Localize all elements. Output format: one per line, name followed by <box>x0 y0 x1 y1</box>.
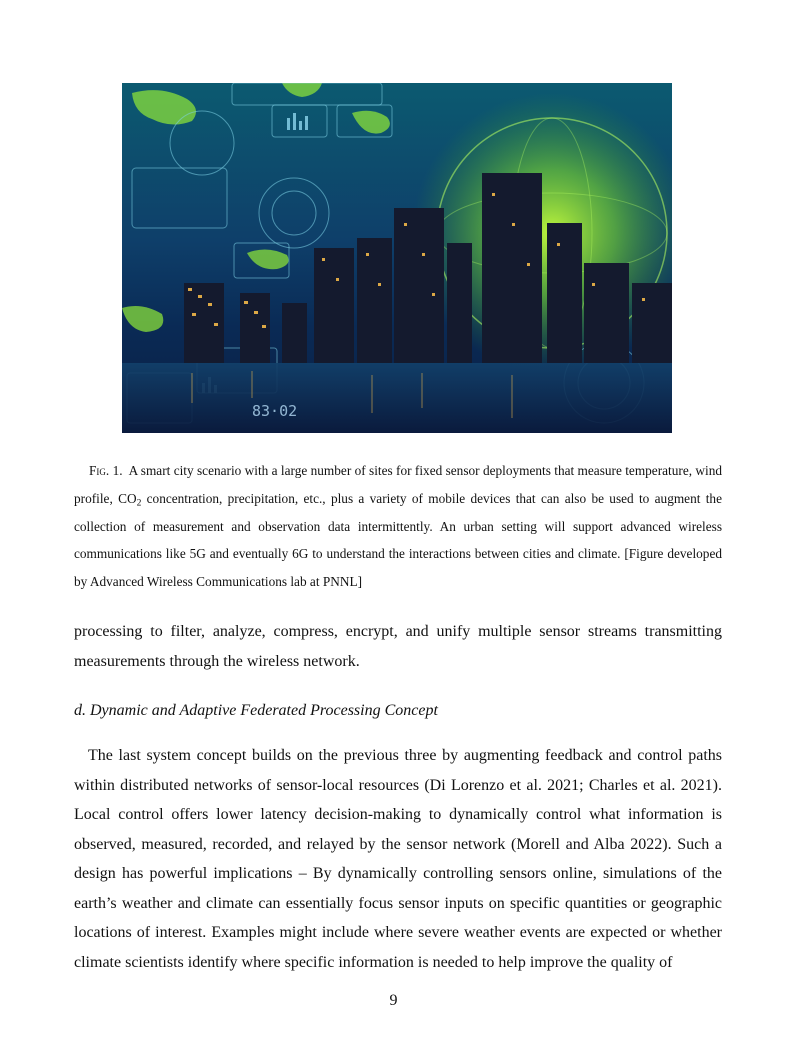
paragraph-federated-processing: The last system concept builds on the previous three by augmenting feedback and control paths within distributed networks of sensor-local resources (Di Lorenzo et al. 2021; Charles et al. 2021). Local control offers lower latency decision-making to dynamically control what information is observed, measured, recorded, and relayed by the sensor network (Morell and Alba 2022). Such a design has powerful implications – By dynamically controlling sensors online, simulations of the earth’s weather and climate can essentially focus sensor inputs on specific quantities or geographic locations of interest. Examples might include where severe weather events are expected or whether climate scientists identify where specific information is needed to help improve the quality of <box>74 747 722 971</box>
smart-city-illustration <box>122 83 672 433</box>
caption-subscript: 2 <box>136 497 142 509</box>
paragraph-continuation: processing to filter, analyze, compress, encrypt, and unify multiple sensor streams transmitting measurements through the wireless network. <box>74 623 722 670</box>
figure-caption <box>74 457 722 596</box>
page-number: 9 <box>389 992 398 1009</box>
waterfront <box>122 363 672 433</box>
section-heading: d. Dynamic and Adaptive Federated Processing Concept <box>74 702 438 719</box>
caption-text-before: A smart city scenario with a large number of sites for fixed sensor deployments that measure temperature, wind profile, CO <box>74 463 722 506</box>
smart-city-figure <box>122 83 672 433</box>
figure-label: Fig. 1. <box>89 463 123 478</box>
overlay-readout: 83·02 <box>252 402 298 420</box>
caption-text-after: concentration, precipitation, etc., plus a variety of mobile devices that can also be used to augment the collection of measurement and observation data intermittently. An urban setting will support advanced wireless communications like 5G and eventually 6G to understand the interactions between cities and climate. [Figure developed by Advanced Wireless Communications lab at PNNL] <box>74 490 722 590</box>
